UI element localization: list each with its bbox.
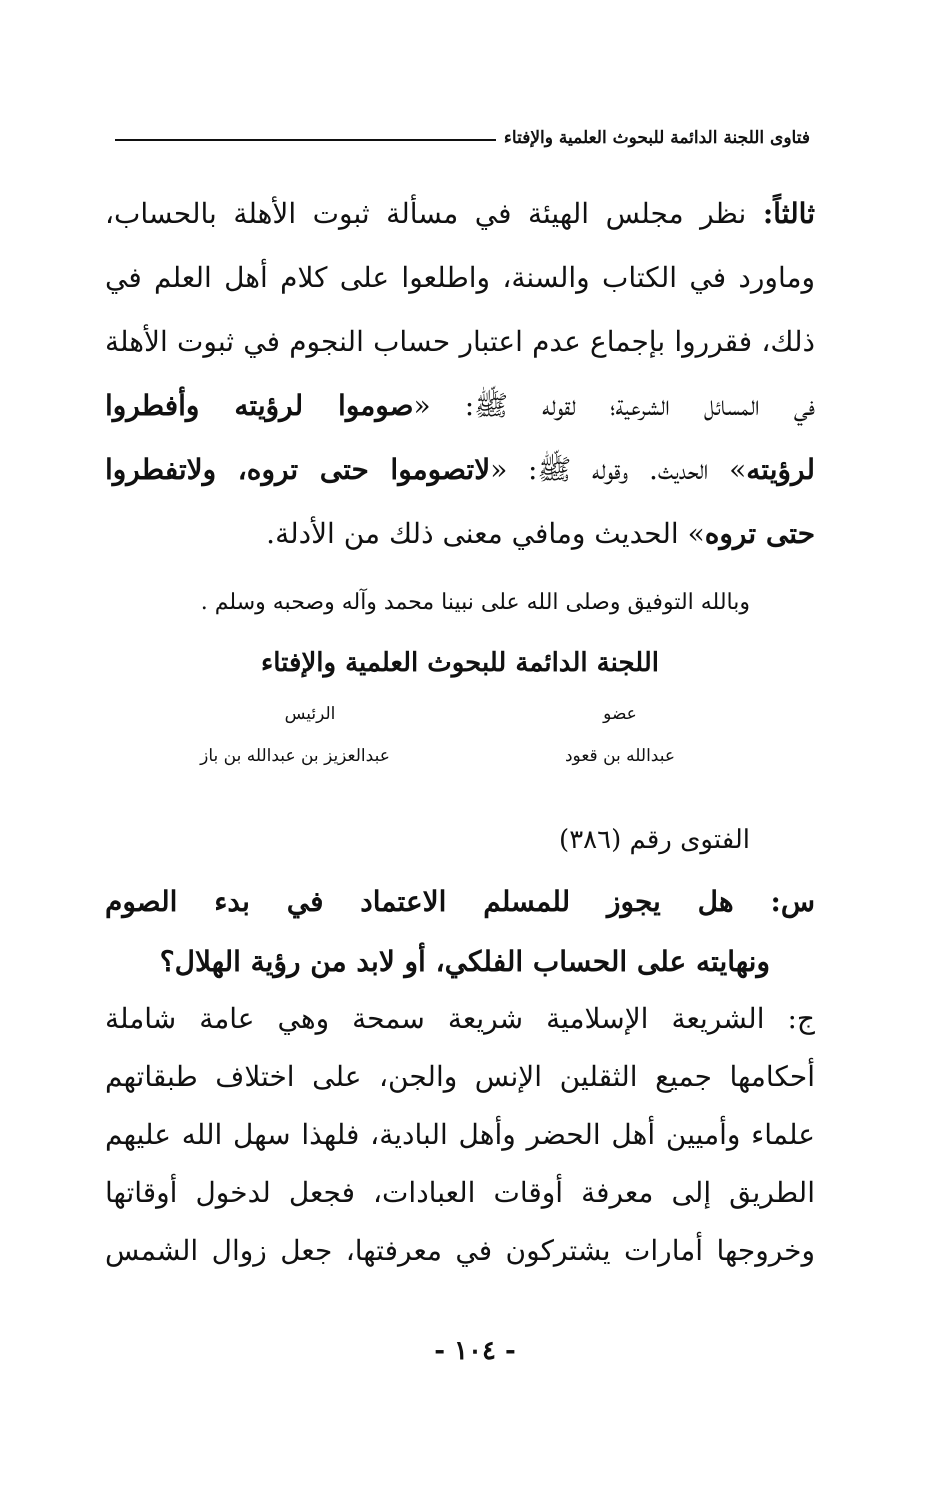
header-title: فتاوى اللجنة الدائمة للبحوث العلمية والإفتاء xyxy=(503,128,810,148)
third-label: ثالثاً: xyxy=(762,197,815,230)
answer-line: الطريق إلى معرفة أوقات العبادات، فجعل لدخول أوقاتها xyxy=(105,1176,815,1209)
answer-block xyxy=(105,990,815,1280)
fatwa-number: الفتوى رقم (٣٨٦) xyxy=(559,825,750,855)
member-title: عضو xyxy=(603,704,637,724)
line-text: نظر مجلس الهيئة في مسألة ثبوت الأهلة بالحساب، xyxy=(105,197,763,230)
answer-line: أحكامها جميع الثقلين الإنس والجن، على اختلاف طبقاتهم xyxy=(105,1060,816,1093)
line-text: ذلك، فقرروا بإجماع عدم اعتبار حساب النجوم في ثبوت الأهلة xyxy=(105,325,815,358)
paragraph-line xyxy=(105,438,815,502)
question-line: س: هل يجوز للمسلم الاعتماد في بدء الصوم xyxy=(105,885,815,918)
paragraph-line xyxy=(105,374,815,438)
committee-name: اللجنة الدائمة للبحوث العلمية والإفتاء xyxy=(261,648,659,678)
hadith-quote: لرؤيته xyxy=(746,453,815,486)
hadith-quote: حتى تروه xyxy=(704,517,815,550)
line-text: وماورد في الكتاب والسنة، واطلعوا على كلام أهل العلم في xyxy=(105,261,815,294)
paragraph-third-point xyxy=(105,182,815,566)
paragraph-line xyxy=(105,502,815,566)
paragraph-line xyxy=(105,246,815,310)
closing-prayer: وبالله التوفيق وصلى الله على نبينا محمد وآله وصحبه وسلم . xyxy=(200,590,750,615)
line-text: » الحديث. وقوله ﷺ: « xyxy=(490,453,747,486)
hadith-quote: لاتصوموا حتى تروه، ولاتفطروا xyxy=(105,453,491,486)
question-block xyxy=(105,872,815,992)
line-text: في المسائل الشرعية؛ لقوله ﷺ: « xyxy=(413,389,815,422)
chair-name: عبدالعزيز بن عبدالله بن باز xyxy=(200,746,390,766)
question-line: ونهايته على الحساب الفلكي، أو لابد من رؤية الهلال؟ xyxy=(159,945,770,978)
running-header xyxy=(115,118,810,158)
chair-title: الرئيس xyxy=(284,704,336,724)
line-text: » الحديث ومافي معنى ذلك من الأدلة. xyxy=(266,517,705,550)
paragraph-line xyxy=(105,310,815,374)
answer-line: ج: الشريعة الإسلامية شريعة سمحة وهي عامة شاملة xyxy=(105,1002,815,1035)
header-rule xyxy=(115,139,496,141)
hadith-quote: صوموا لرؤيته وأفطروا xyxy=(105,389,414,422)
answer-line: وخروجها أمارات يشتركون في معرفتها، جعل زوال الشمس xyxy=(105,1234,815,1267)
page-number: - ١٠٤ - xyxy=(434,1336,516,1366)
answer-line: علماء وأميين أهل الحضر وأهل البادية، فلهذا سهل الله عليهم xyxy=(105,1118,815,1151)
member-name: عبدالله بن قعود xyxy=(564,746,675,766)
paragraph-line xyxy=(105,182,815,246)
